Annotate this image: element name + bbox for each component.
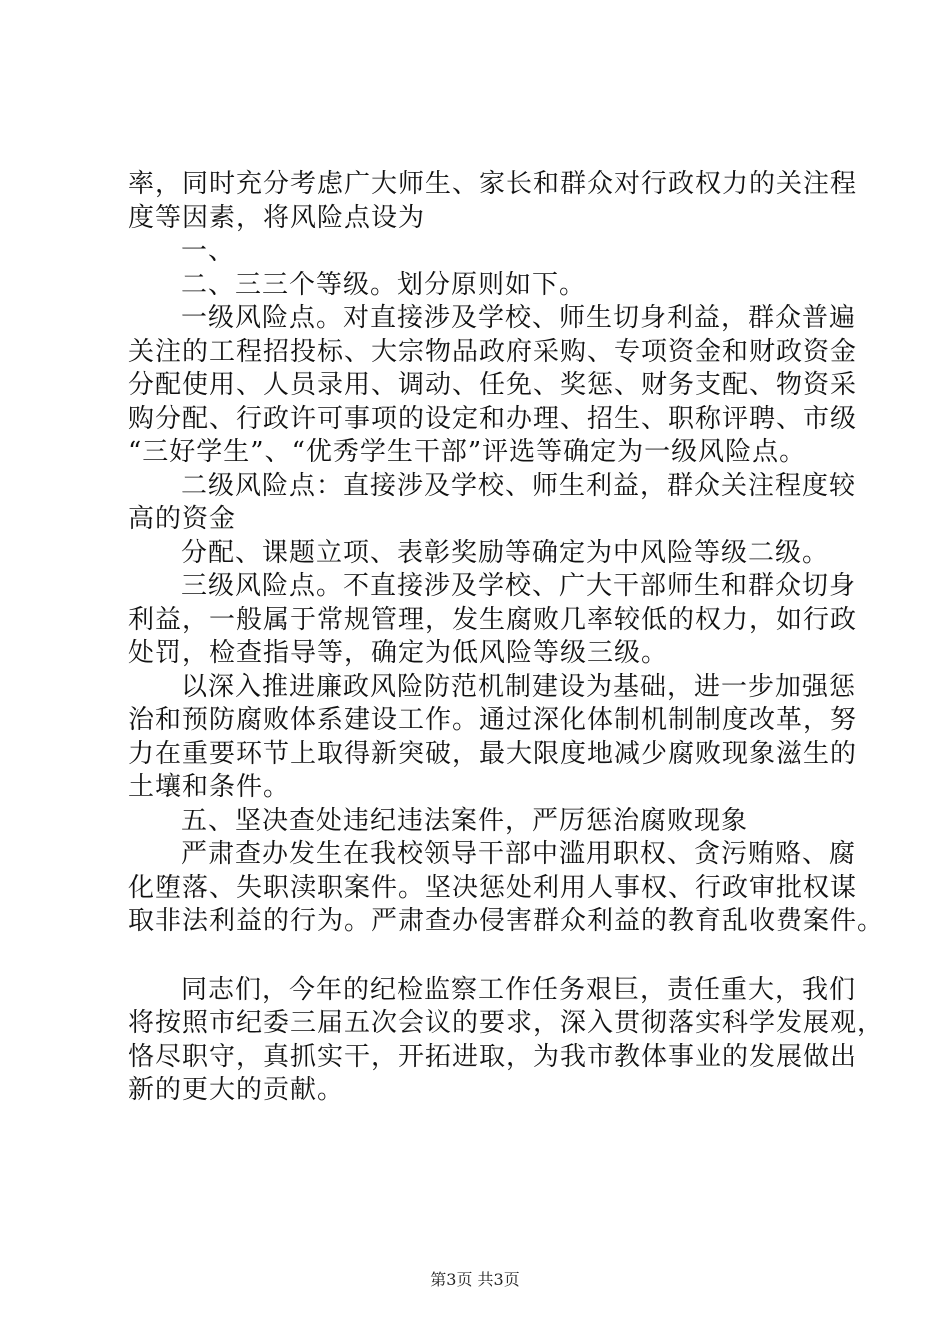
text-line: 一、 (181, 236, 236, 266)
text-line: 利益，一般属于常规管理，发生腐败几率较低的权力，如行政 (128, 604, 858, 635)
text-line: 一级风险点。对直接涉及学校、师生切身利益，群众普遍 (181, 303, 857, 333)
text-line: 处罚，检查指导等，确定为低风险等级三级。 (128, 638, 669, 668)
text-line: 分配使用、人员录用、调动、任免、奖惩、财务支配、物资采 (128, 370, 858, 400)
text-line: 将按照市纪委三届五次会议的要求，深入贯彻落实科学发展观， (128, 1008, 885, 1038)
text-line: 分配、课题立项、表彰奖励等确定为中风险等级二级。 (181, 537, 830, 568)
paragraph-gap (128, 939, 848, 974)
text-line: 率，同时充分考虑广大师生、家长和群众对行政权力的关注程 (128, 169, 858, 199)
text-line: 治和预防腐败体系建设工作。通过深化体制机制制度改革，努 (128, 705, 858, 735)
text-line: 化堕落、失职渎职案件。坚决惩处利用人事权、行政审批权谋 (128, 872, 858, 903)
text-line: 关注的工程招投标、大宗物品政府采购、专项资金和财政资金 (128, 336, 858, 367)
text-line: 土壤和条件。 (128, 772, 291, 802)
page-footer: 第3页 共3页 (430, 1270, 520, 1289)
text-line: 以深入推进廉政风险防范机制建设为基础，进一步加强惩 (181, 671, 857, 702)
text-line: 二、三三个等级。划分原则如下。 (181, 269, 587, 300)
text-line: 高的资金 (128, 504, 237, 534)
document-body (128, 168, 885, 1108)
text-line: 五、坚决查处违纪违法案件，严厉惩治腐败现象 (181, 805, 749, 836)
text-line: 恪尽职守，真抓实干，开拓进取，为我市教体事业的发展做出 (128, 1041, 858, 1072)
text-line: 力在重要环节上取得新突破，最大限度地减少腐败现象滋生的 (128, 738, 858, 769)
text-line: 严肃查办发生在我校领导干部中滥用职权、贪污贿赂、腐 (181, 839, 857, 869)
text-line: 三级风险点。不直接涉及学校、广大干部师生和群众切身 (181, 571, 857, 601)
text-line: 取非法利益的行为。严肃查办侵害群众利益的教育乱收费案件。 (128, 906, 885, 936)
text-line: “三好学生”、“优秀学生干部”评选等确定为一级风险点。 (128, 437, 807, 467)
text-line: 新的更大的贡献。 (128, 1075, 345, 1105)
text-line: 度等因素，将风险点设为 (128, 202, 426, 233)
text-line: 二级风险点：直接涉及学校、师生利益，群众关注程度较 (181, 470, 857, 501)
text-line: 同志们，今年的纪检监察工作任务艰巨，责任重大，我们 (181, 974, 857, 1005)
text-line: 购分配、行政许可事项的设定和办理、招生、职称评聘、市级 (128, 403, 858, 434)
